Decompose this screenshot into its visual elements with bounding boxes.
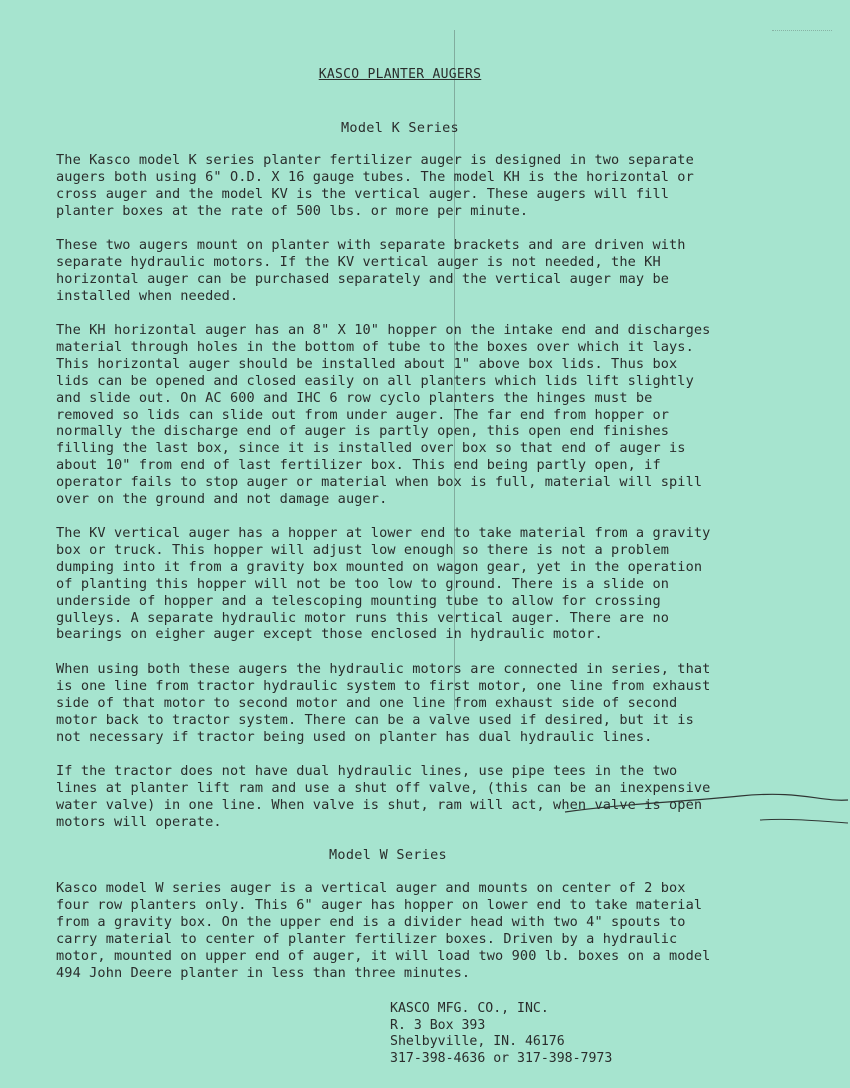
paragraph-hydraulic-series: When using both these augers the hydraulic motors are connected in series, that is one line from tractor hydraulic system to first motor, one line from exhaust side of that motor to second motor and one line from exhaust side of second motor back to tractor system. There can be a valve used if desired, but it is not necessary if tractor being used on planter has dual hydraulic lines. (56, 661, 711, 745)
section-heading-model-w: Model W Series (329, 847, 447, 863)
paragraph-kh-horizontal: The KH horizontal auger has an 8" X 10" hopper on the intake end and discharges material through holes in the bottom of tube to the boxes over which it lays. This horizontal auger should be installed about 1" above box lids. Thus box lids can be opened and closed easily on all planters which lids lift slightly and slide out. On AC 600 and IHC 6 row cyclo planters the hinges must be removed so lids can slide out from under auger. The far end from hopper or normally the discharge end of auger is partly open, this open end finishes filling the last box, since it is installed over box so that end of auger is about 10" from end of last fertilizer box. This end being partly open, if operator fails to stop auger or material when box is full, material will spill over on the ground and not damage auger. (56, 322, 711, 508)
paper-scuff-mark (772, 30, 832, 39)
section-heading-model-k: Model K Series (341, 120, 459, 136)
paragraph-dual-lines: If the tractor does not have dual hydraulic lines, use pipe tees in the two lines at planter lift ram and use a shut off valve, (this can be an inexpensive water valve) in one line. When valve is shut, ram will act, when valve is open motors will operate. (56, 763, 711, 830)
company-name: KASCO MFG. CO., INC. (390, 1001, 549, 1016)
paragraph-mounting: These two augers mount on planter with separate brackets and are driven with separate hydraulic motors. If the KV vertical auger is not needed, the KH horizontal auger can be purchased separately and the vertical auger may be installed when needed. (56, 237, 686, 304)
address-route: R. 3 Box 393 (390, 1017, 486, 1033)
company-address-block (390, 1001, 612, 1067)
paragraph-w-series: Kasco model W series auger is a vertical auger and mounts on center of 2 box four row planters only. This 6" auger has hopper on lower end to take material from a gravity box. On the upper end is a divider head with two 4" spouts to carry material to center of planter fertilizer boxes. Driven by a hydraulic motor, mounted on upper end of auger, it will load two 900 lb. boxes on a model 494 John Deere planter in less than three minutes. (56, 880, 711, 981)
paragraph-k-intro: The Kasco model K series planter fertilizer auger is designed in two separate augers both using 6" O.D. X 16 gauge tubes. The model KH is the horizontal or cross auger and the model KV is the vertical auger. These augers will fill planter boxes at the rate of 500 lbs. or more per minute. (56, 152, 694, 219)
phone-numbers: 317-398-4636 or 317-398-7973 (390, 1050, 613, 1066)
pen-stroke-mark (560, 790, 850, 830)
document-title: KASCO PLANTER AUGERS (318, 67, 482, 82)
paragraph-kv-vertical: The KV vertical auger has a hopper at lower end to take material from a gravity box or truck. This hopper will adjust low enough so there is not a problem dumping into it from a gravity box mounted on wagon gear, yet in the operation of planting this hopper will not be too low to ground. There is a slide on underside of hopper and a telescoping mounting tube to allow for crossing gulleys. A separate hydraulic motor runs this vertical auger. There are no bearings on eigher auger except those enclosed in hydraulic motor. (56, 525, 711, 643)
address-city: Shelbyville, IN. 46176 (390, 1034, 565, 1050)
